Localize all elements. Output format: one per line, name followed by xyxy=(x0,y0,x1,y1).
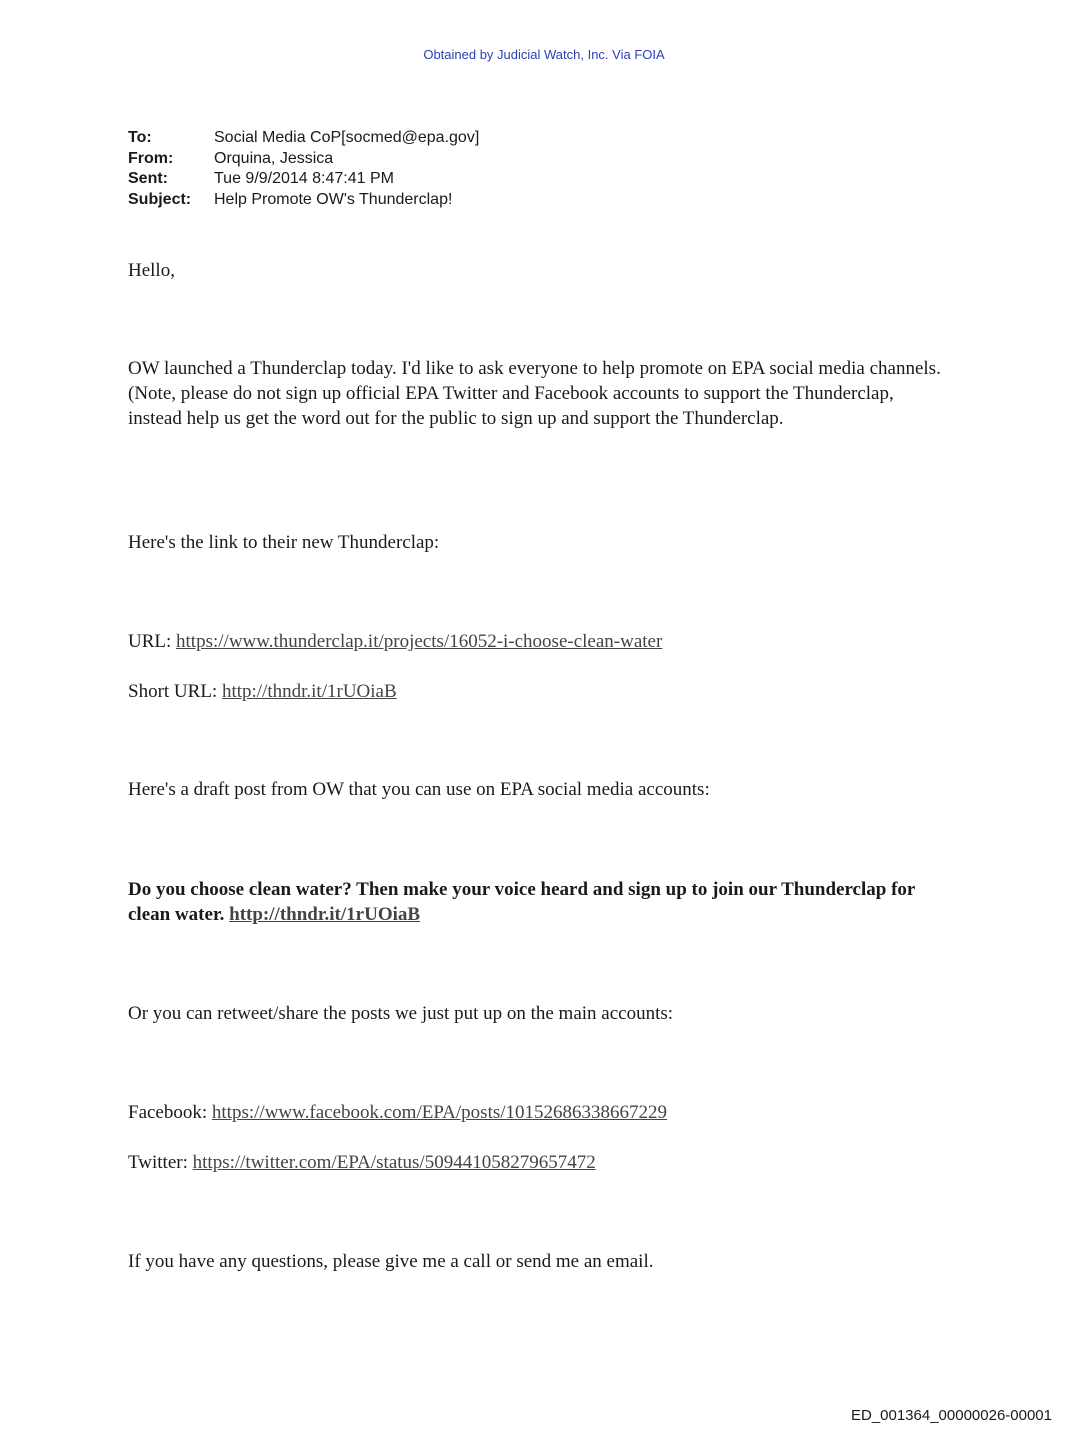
subject-row xyxy=(128,190,479,211)
twitter-line xyxy=(128,1150,948,1175)
foia-watermark: Obtained by Judicial Watch, Inc. Via FOIA xyxy=(423,47,665,62)
draft-post-text: Do you choose clean water? Then make your voice heard and sign up to join our Thunderclap for clean water. xyxy=(128,879,915,925)
from-label: From: xyxy=(128,149,174,167)
draft-post-link[interactable]: http://thndr.it/1rUOiaB xyxy=(229,904,421,925)
from-row xyxy=(128,149,479,170)
greeting: Hello, xyxy=(128,260,175,281)
intro-paragraph: OW launched a Thunderclap today. I'd like to ask everyone to help promote on EPA social media channels. (Note, please do not sign up official EPA Twitter and Facebook accounts to support the Thunderclap, instead help us get the word out for the public to sign up and support the Thunderclap. xyxy=(128,358,941,429)
from-value: Orquina, Jessica xyxy=(214,149,334,167)
retweet-intro: Or you can retweet/share the posts we just put up on the main accounts: xyxy=(128,1003,674,1024)
thunderclap-url-link[interactable]: https://www.thunderclap.it/projects/16052-i-choose-clean-water xyxy=(176,631,663,652)
email-header xyxy=(128,128,479,210)
to-label: To: xyxy=(128,129,152,146)
link-intro: Here's the link to their new Thunderclap: xyxy=(128,532,440,553)
sent-value: Tue 9/9/2014 8:47:41 PM xyxy=(214,170,394,187)
sent-row xyxy=(128,169,479,190)
subject-label: Subject: xyxy=(128,190,192,208)
url-label: URL: xyxy=(128,631,172,652)
twitter-link[interactable]: https://twitter.com/EPA/status/509441058279657472 xyxy=(192,1152,596,1173)
url-line xyxy=(128,629,948,654)
twitter-label: Twitter: xyxy=(128,1152,188,1173)
facebook-label: Facebook: xyxy=(128,1102,208,1123)
to-row xyxy=(128,128,479,149)
to-value: Social Media CoP[socmed@epa.gov] xyxy=(214,129,480,146)
draft-post xyxy=(128,877,948,927)
sent-label: Sent: xyxy=(128,170,168,187)
short-url-link[interactable]: http://thndr.it/1rUOiaB xyxy=(221,681,397,702)
short-url-label: Short URL: xyxy=(128,681,218,702)
draft-intro: Here's a draft post from OW that you can use on EPA social media accounts: xyxy=(128,779,710,800)
document-id: ED_001364_00000026-00001 xyxy=(850,1407,1052,1424)
facebook-line xyxy=(128,1100,948,1125)
closing-line: If you have any questions, please give me a call or send me an email. xyxy=(128,1251,654,1272)
subject-value: Help Promote OW's Thunderclap! xyxy=(214,190,453,208)
facebook-link[interactable]: https://www.facebook.com/EPA/posts/10152686338667229 xyxy=(211,1102,668,1123)
short-url-line xyxy=(128,679,948,704)
